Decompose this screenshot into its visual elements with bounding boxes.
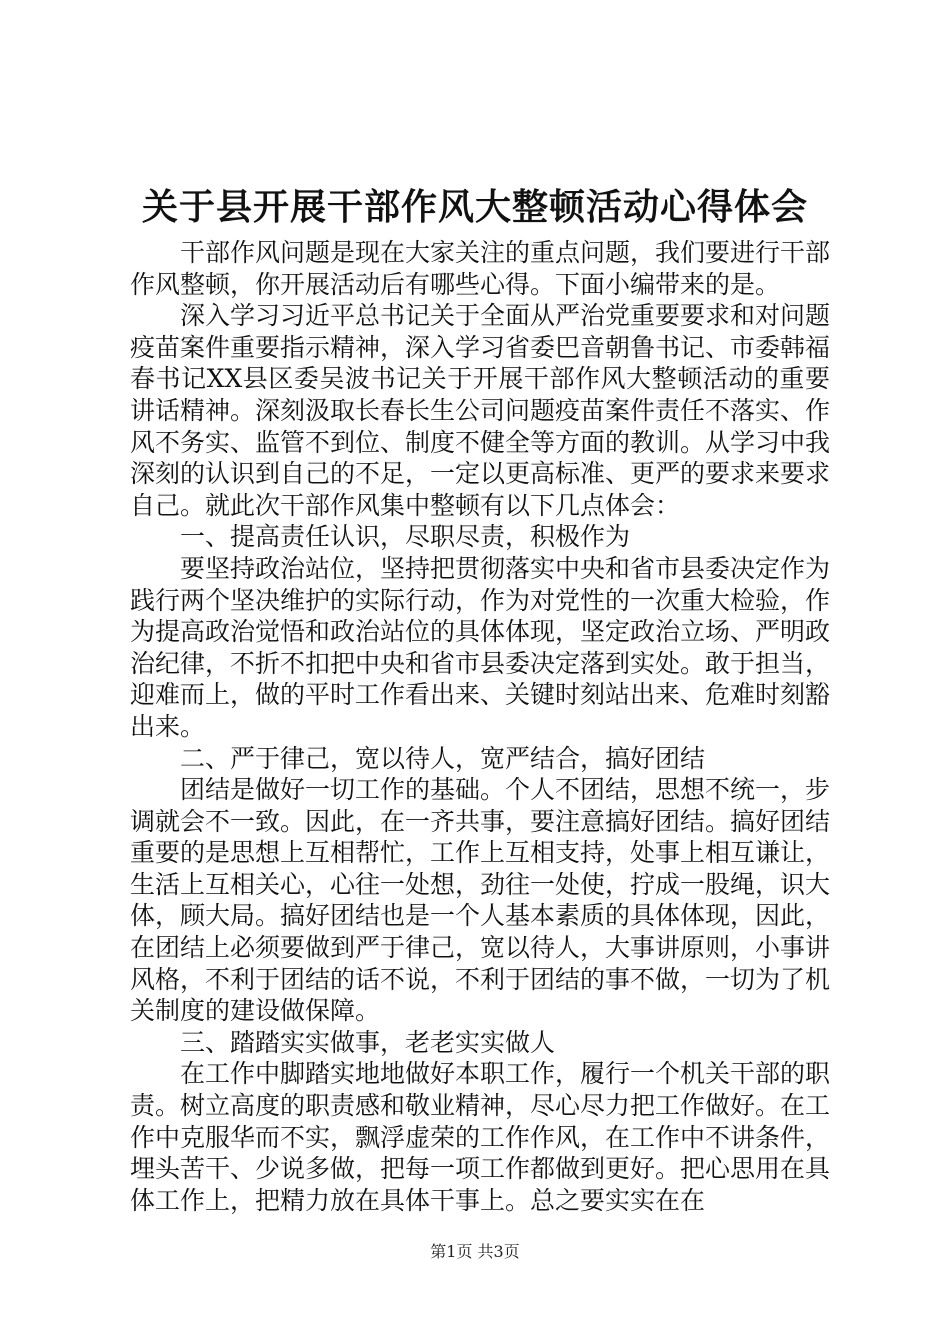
section-heading-1: 一、提高责任认识，尽职尽责，积极作为: [180, 522, 631, 552]
paragraph-section-3: 在工作中脚踏实地地做好本职工作，履行一个机关干部的职责。树立高度的职责感和敬业精神，尽心尽力把工作做好。在工作中克服华而不实，飘浮虚荣的工作作风，在工作中不讲条件，埋头苦干、少说多做，把每一项工作都做到更好。把心思用在具体工作上，把精力放在具体干事上。总之要实实在在: [130, 1059, 831, 1215]
section-heading-3: 三、踏踏实实做事，老老实实做人: [180, 1027, 556, 1057]
paragraph-section-1: 要坚持政治站位，坚持把贯彻落实中央和省市县委决定作为践行两个坚决维护的实际行动，作为对党性的一次重大检验，作为提高政治觉悟和政治站位的具体体现，坚定政治立场、严明政治纪律，不折不扣把中央和省市县委决定落到实处。敢于担当，迎难而上，做的平时工作看出来、关键时刻站出来、危难时刻豁出来。: [130, 553, 831, 741]
document-body: [130, 237, 830, 1216]
page-footer: 第1页 共3页: [430, 1242, 520, 1261]
paragraph-intro: 干部作风问题是现在大家关注的重点问题，我们要进行干部作风整顿，你开展活动后有哪些心得。下面小编带来的是。: [130, 238, 831, 299]
paragraph-section-2: 团结是做好一切工作的基础。个人不团结，思想不统一，步调就会不一致。因此，在一齐共事，要注意搞好团结。搞好团结重要的是思想上互相帮忙，工作上互相支持，处事上相互谦让，生活上互相关心，心往一处想，劲往一处使，拧成一股绳，识大体，顾大局。搞好团结也是一个人基本素质的具体体现，因此，在团结上必须要做到严于律己，宽以待人，大事讲原则，小事讲风格，不利于团结的话不说，不利于团结的事不做，一切为了机关制度的建设做保障。: [130, 775, 831, 1026]
document-title: 关于县开展干部作风大整顿活动心得体会: [141, 186, 808, 228]
paragraph-study: 深入学习习近平总书记关于全面从严治党重要要求和对问题疫苗案件重要指示精神，深入学习省委巴音朝鲁书记、市委韩福春书记XX县区委吴波书记关于开展干部作风大整顿活动的重要讲话精神。深刻汲取长春长生公司问题疫苗案件责任不落实、作风不务实、监管不到位、制度不健全等方面的教训。从学习中我深刻的认识到自己的不足，一定以更高标准、更严的要求来要求自己。就此次干部作风集中整顿有以下几点体会：: [130, 301, 831, 520]
section-heading-2: 二、严于律己，宽以待人，宽严结合，搞好团结: [180, 743, 706, 773]
